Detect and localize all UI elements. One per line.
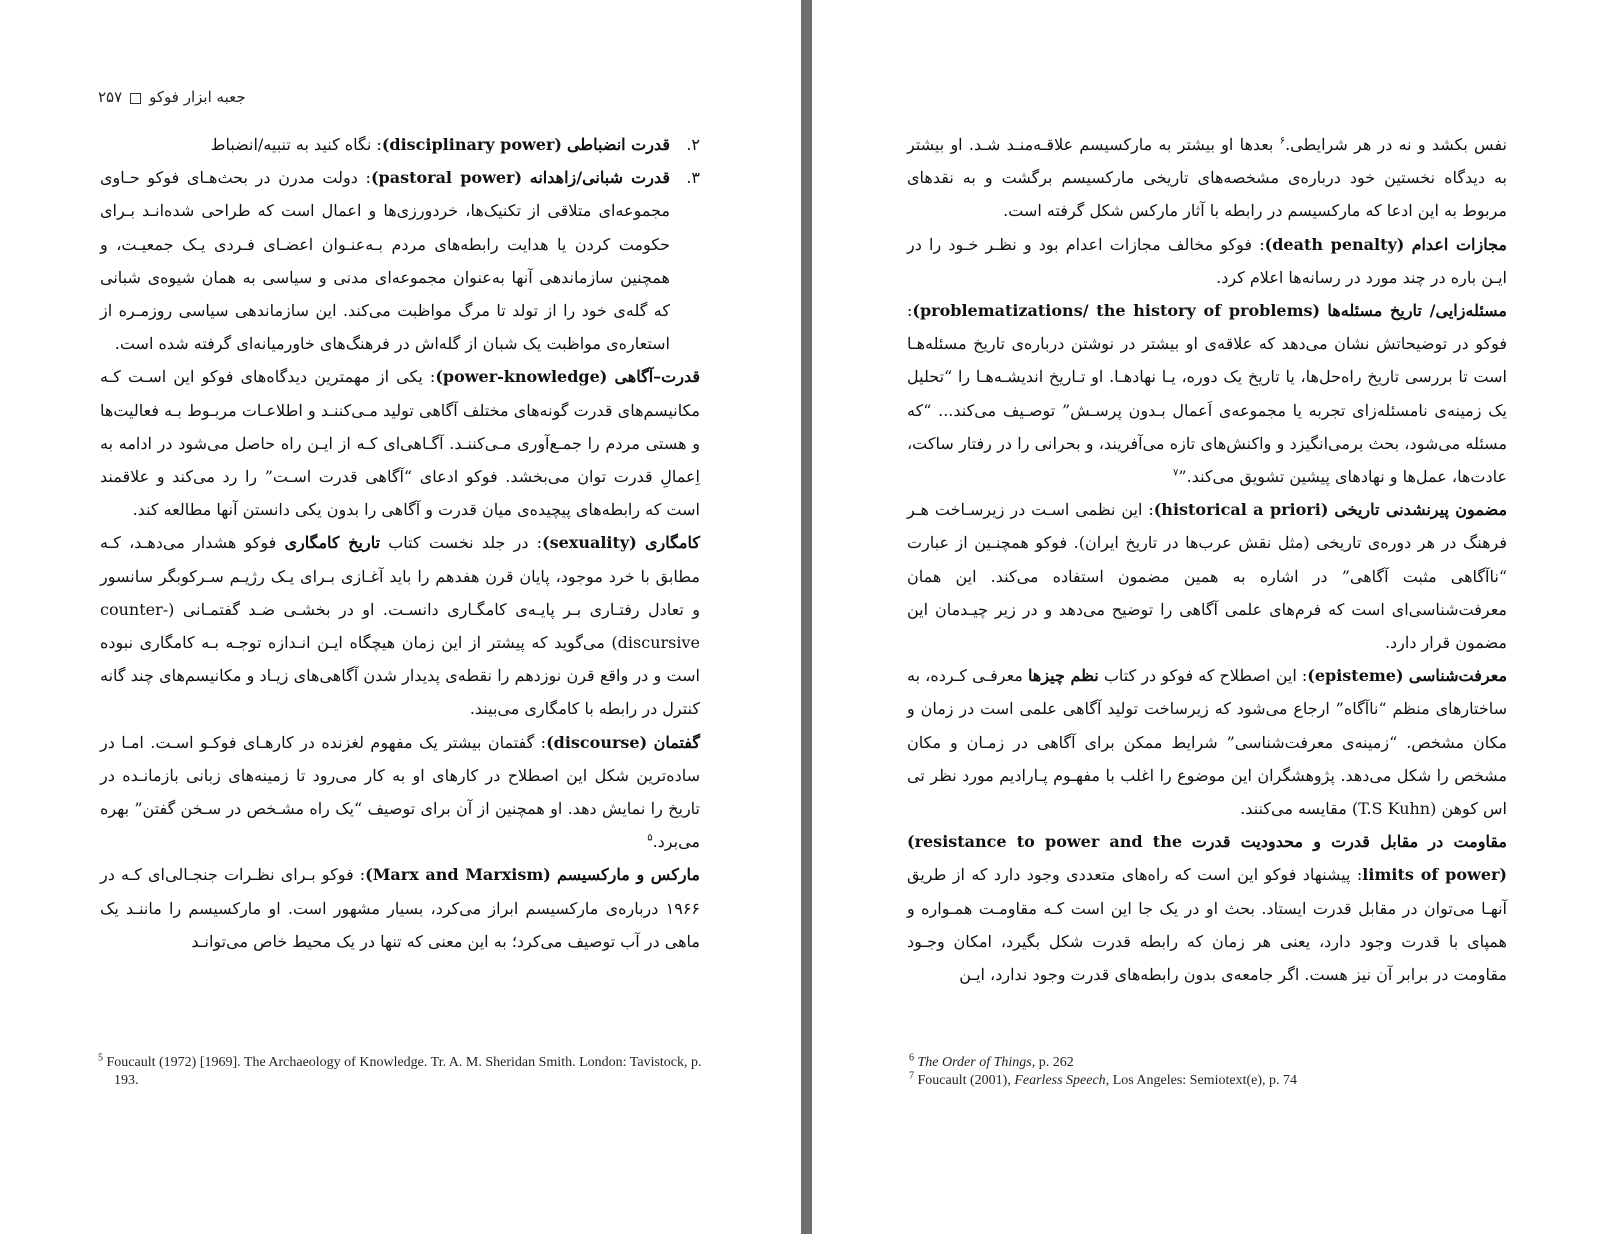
entry-term: معرفت‌شناسی: [1408, 666, 1508, 686]
entry-term: مقاومت در مقابل قدرت و محدودیت قدرت: [1191, 832, 1507, 852]
entry-text: نفس بکشد و نه در هر شرایطی.: [1285, 135, 1507, 154]
page-gutter: [801, 0, 812, 1234]
glossary-entry: [907, 294, 1507, 493]
right-body-text: [907, 128, 1507, 991]
entry-term: مجازات اعدام: [1411, 234, 1507, 254]
item-number: ۳.: [686, 168, 700, 188]
footnote: [909, 1054, 1509, 1072]
footnote-ref[interactable]: ۵: [647, 832, 653, 844]
footnote-mark: 5: [98, 1052, 103, 1064]
entry-term: قدرت–آگاهی: [614, 367, 700, 387]
glossary-entry: [100, 858, 700, 958]
glossary-entry: [100, 526, 700, 725]
right-page: [812, 0, 1609, 1234]
footnote-mark: 7: [909, 1070, 914, 1082]
entry-term: کامگاری: [644, 533, 700, 553]
entry-term: قدرت انضباطی: [567, 135, 670, 154]
entry-term-english: (historical a priori): [1153, 500, 1329, 520]
footnote: [98, 1054, 708, 1090]
entry-text: : فوکو در توضیحاتش نشان می‌دهد که علاقه‌ی او بیشتر در نوشتن درباره‌ی تاریخ مسئله‌هـا است تا بررسی تاریخ راه‌حل‌ها، یا تاریخ یک دوره، یـا نهادهـا. او تـاریخ اندیشـه‌هـا را “تحلیل یک زمینه‌ی نامسئله‌زای تجربه یا مجموعه‌ی اَعمال بـدون پرسـش” توصـیف می‌کند... “که مسئله می‌شود، بحث برمی‌انگیزد و واکنش‌های تازه می‌آفریند، و بحرانی را در رفتار ساکت، عادت‌ها، عمل‌ها و نهادهای پیشین تشویق می‌کند.”: [907, 301, 1507, 487]
book-title: نظم چیزها: [1028, 666, 1099, 686]
glossary-entry: [907, 659, 1507, 825]
entry-text: : فوکو بـرای نظـرات جنجـالی‌ای کـه در ۱۹۶۶ درباره‌ی مارکسیسم ابراز می‌کرد، بسیار مشهور است. او مارکسیسم را ماننـد یک ماهی در آب توصیف می‌کرد؛ به این معنی که تنها در یک محیط خاص می‌توانـد: [100, 865, 700, 951]
running-header: [98, 88, 246, 106]
footnotes: [98, 1054, 708, 1090]
entry-term: مضمون پیرنشدنی تاریخی: [1334, 500, 1508, 520]
entry-text: معرفـی کـرده، به ساختارهای منظم “ناآگاه” ارجاع می‌شود که زیرساخت تولید آگاهی علمی است در زمان و مکان مشخص. “زمینه‌ی معرفت‌شناسی” شرایط ممکن برای آگاهی در زمـان و مکان مشخص را شکل می‌دهد. پژوهشگران این موضوع را اغلب با مفهـوم پـارادیم مورد نظر تی اس کوهن (T.S Kuhn) مقایسه می‌کنند.: [907, 666, 1507, 819]
glossary-entry: [100, 360, 700, 526]
entry-text: : این نظمی اسـت در زیرسـاخت هـر فرهنگ در هر دوره‌ی تاریخی (مثل نقش عرب‌ها در تاریخ ایران). فوکو همچنـین از عبارت “ناآگاهی مثبت آگاهی” در اشاره به همین مضمون استفاده می‌کند. این همان معرفت‌شناسی‌ای است که فرم‌های علمی آگاهی را توضیح می‌دهد و در زیر چیـدمان این مضمون قرار دارد.: [907, 500, 1507, 653]
entry-term: مارکس و مارکسیسم: [557, 865, 700, 885]
footnote: [909, 1072, 1509, 1090]
list-item: [100, 128, 700, 161]
footnote-text: Fearless Speech: [1014, 1073, 1106, 1088]
page-number: ۲۵۷: [98, 88, 123, 106]
entry-term: گفتمان: [653, 732, 700, 752]
entry-term-english: (resistance to power and the limits of power): [907, 832, 1507, 885]
glossary-entry: [907, 825, 1507, 991]
entry-term: قدرت شبانی/زاهدانه: [529, 168, 671, 188]
glossary-entry: [907, 493, 1507, 659]
continuation-paragraph: [907, 128, 1507, 228]
entry-text: : نگاه کنید به تنبیه/انضباط: [210, 135, 382, 154]
entry-term-english: (sexuality): [542, 533, 637, 553]
header-square-icon: [130, 93, 141, 104]
entry-term-english: (problematizations/ the history of problems): [912, 301, 1321, 321]
entry-term-english: (Marx and Marxism): [365, 865, 551, 885]
glossary-entry: [100, 726, 700, 859]
entry-text: : گفتمان بیشتر یک مفهوم لغزنده در کارهـای فوکـو اسـت. امـا در ساده‌ترین شکل این اصطلاح در کارهای او به کار می‌رود تا زمینه‌های زبانی بازمانـده در تاریخ را نمایش دهد. او همچنین از آن برای توصیف “یک راه مشـخص در سـخن گفتن” بهره می‌برد.: [100, 732, 700, 852]
item-number: ۲.: [686, 135, 700, 154]
entry-text: : پیشنهاد فوکو این است که راه‌های متعددی وجود دارد که از طریق آنهـا می‌توان در مقابل قدرت ایستاد. بحث او در یک جا این است کـه مقاومـت همـواره و همپای با قدرت وجود دارد، یعنی هر زمان که رابطه قدرت شکل بگیرد، امکان وجـود مقاومت در برابر آن نیز هست. اگر جامعه‌ی بدون رابطه‌های قدرت وجود ندارد، ایـن: [907, 865, 1507, 985]
footnote-text: Foucault (1972) [1969]. The Archaeology of Knowledge. Tr. A. M. Sheridan Smith. London: Tavistock, p. 193.: [106, 1055, 702, 1088]
entry-text: : دولت مدرن در بحث‌هـای فوکو حـاوی مجموعه‌ای متلاقی از تکنیک‌ها، خردورزی‌ها و اعمال است که طراحی شده‌انـد بـرای حکومت کردن یا هدایت رابطه‌های مردم بـه‌عنـوان اعضـای فـردی یـک جمعیـت، و همچنین سازماندهی آنها به‌عنوان مجموعه‌ای مدنی و سیاسی به همان شیوه‌ی شبانی که گله‌ی خود را از تولد تا مرگ مواظبت می‌کند. این سازماندهی سیاسی روزمـره از استعاره‌ی مواظبت یک شبان از گله‌اش در فرهنگ‌های خاورمیانه‌ای گرفته شده است.: [100, 168, 670, 354]
entry-text: : یکی از مهمترین دیدگاه‌های فوکو این اسـت کـه مکانیسم‌های قدرت گونه‌های مختلف آگاهی تولید مـی‌کننـد و اطلاعـات مربـوط بـه فعالیت‌ها و هستی مردم را جمـع‌آوری مـی‌کننـد. آگـاهی‌ای کـه از ایـن راه حاصل می‌شود در ادامه به اِعمالِ قدرت توان می‌بخشد. فوکو ادعای “آگاهی قدرت اسـت” را رد می‌کند و علاقمند است که رابطه‌های پیچیده‌ی میان قدرت و آگاهی را بدون یکی دانستن آنها مطالعه کند.: [100, 367, 700, 520]
entry-term-english: (death penalty): [1264, 234, 1405, 254]
entry-term-english: (episteme): [1307, 666, 1404, 686]
footnote-mark: 6: [909, 1052, 914, 1064]
entry-text: : در جلد نخست کتاب: [380, 533, 543, 553]
glossary-entry: [907, 228, 1507, 294]
footnote-text: , Los Angeles: Semiotext(e), p. 74: [1105, 1073, 1297, 1088]
entry-term-english: (disciplinary power): [381, 135, 562, 154]
header-title: جعبه ابزار فوکو: [149, 88, 246, 106]
entry-term: مسئله‌زایی/ تاریخ مسئله‌ها: [1327, 301, 1508, 321]
entry-term-english: (power-knowledge): [435, 367, 608, 387]
left-body-text: [100, 128, 700, 958]
footnote-ref[interactable]: ۷: [1173, 467, 1179, 479]
list-item: [100, 161, 700, 360]
footnote-text: , p. 262: [1031, 1055, 1074, 1070]
left-page: [0, 0, 801, 1234]
entry-text: بعدها او بیشتر به مارکسیسم علاقـه‌منـد شـد. او بیشتر به دیدگاه نخستین خود درباره‌ی مشخصه‌های تاریخی مارکسیسم برگشت و به نقدهای مربوط به این ادعا که مارکسیسم در رابطه با آثار مارکس شکل گرفته است.: [907, 135, 1507, 221]
entry-term-english: (pastoral power): [370, 168, 523, 188]
entry-text: فوکو هشدار می‌دهـد، کـه مطابق با خرد موجود، پایان قرن هفدهم را باید آغـازی بـرای یـک رژیـم سـرکوبگر سانسور و تعادل رفتـاری بـر پایـه‌ی کامگـاری دانسـت. او در بخشـی ضـد گفتمـانی (counter-discursive) می‌گوید که پیشتر از این زمان هیچگاه ایـن انـدازه توجـه بـه کامگاری نبوده است و در واقع قرن نوزدهم را نقطه‌ی پدیدار شدن آگاهی‌های زیـاد و مکانیسم‌های چند گانه کنترل در رابطه با کامگاری می‌بیند.: [100, 533, 700, 719]
entry-text: : این اصطلاح که فوکو در کتاب: [1098, 666, 1308, 686]
entry-term-english: (discourse): [546, 732, 648, 752]
footnote-text: Foucault (2001),: [917, 1073, 1015, 1088]
book-title: تاریخ کامگاری: [284, 533, 381, 553]
entry-text: : فوکو مخالف مجازات اعدام بود و نظـر خـود را در ایـن باره در چند مورد در رسانه‌ها اعلام کرد.: [907, 234, 1507, 287]
footnotes: [909, 1054, 1509, 1090]
footnote-text: The Order of Things: [917, 1055, 1032, 1070]
footnote-ref[interactable]: ۶: [1279, 135, 1286, 147]
